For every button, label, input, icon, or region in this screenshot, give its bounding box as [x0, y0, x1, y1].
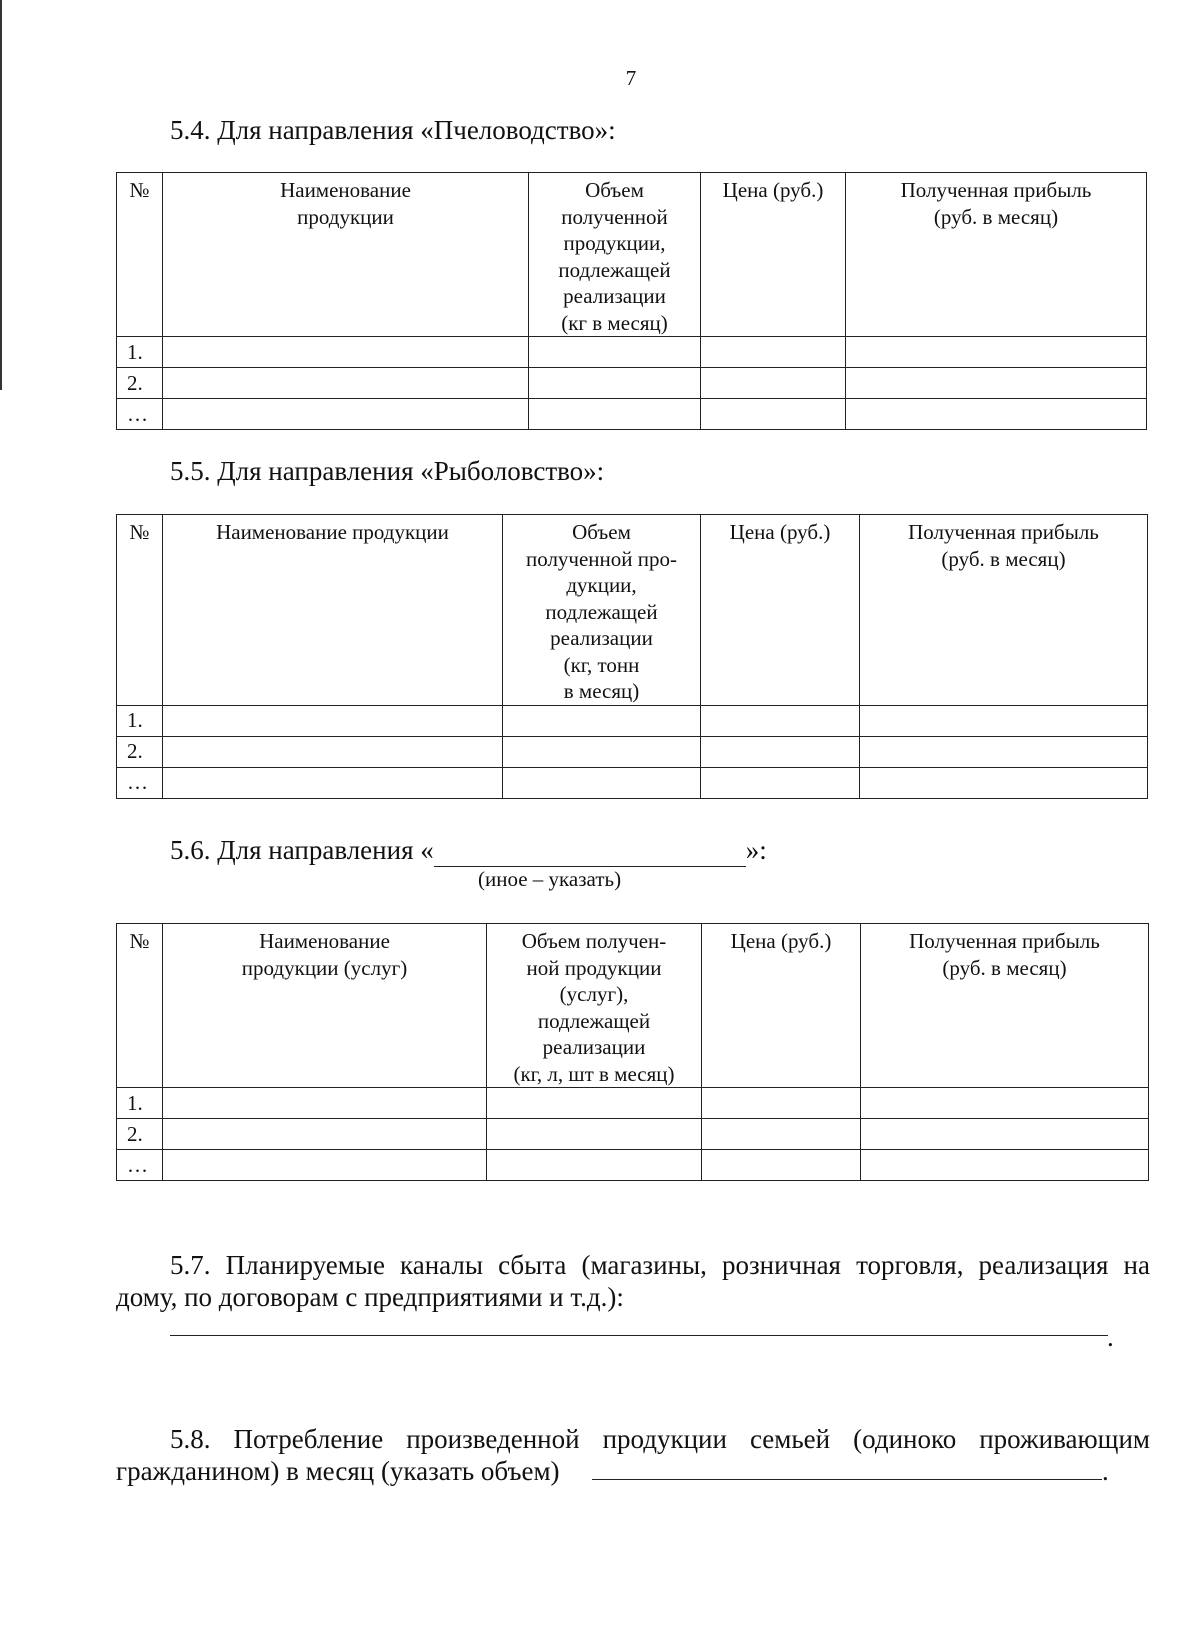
table-row: [117, 337, 1147, 368]
header-price: Цена (руб.): [701, 515, 860, 706]
header-num: №: [117, 515, 163, 706]
table-header-row: [117, 173, 1147, 337]
cell-price[interactable]: [701, 736, 860, 767]
cell-volume[interactable]: [487, 1150, 702, 1181]
cell-name[interactable]: [163, 736, 503, 767]
header-price: Цена (руб.): [702, 924, 861, 1088]
cell-price[interactable]: [702, 1119, 861, 1150]
header-profit: Полученная прибыль (руб. в месяц): [846, 173, 1147, 337]
table-row: [117, 736, 1148, 767]
table-row: [117, 399, 1147, 430]
cell-volume[interactable]: [503, 705, 701, 736]
cell-profit[interactable]: [860, 705, 1148, 736]
row-number: 2.: [117, 1119, 163, 1150]
cell-profit[interactable]: [860, 767, 1148, 798]
header-num: №: [117, 924, 163, 1088]
cell-name[interactable]: [163, 1150, 487, 1181]
cell-price[interactable]: [701, 705, 860, 736]
table-fishing: [116, 514, 1148, 799]
cell-volume[interactable]: [487, 1088, 702, 1119]
cell-name[interactable]: [163, 399, 529, 430]
cell-name[interactable]: [163, 1088, 487, 1119]
row-number: …: [117, 399, 163, 430]
cell-price[interactable]: [702, 1088, 861, 1119]
paragraph-5-8: 5.8. Потребление произведенной продукции семьей (одиноко проживающим гражданином) в месяц (указать объем): [116, 1424, 1150, 1486]
header-profit: Полученная прибыль (руб. в месяц): [861, 924, 1149, 1088]
section-heading-5-6: 5.6. Для направления « »:: [170, 835, 767, 865]
cell-profit[interactable]: [846, 399, 1147, 430]
direction-blank-field[interactable]: [434, 834, 746, 867]
row-number: 2.: [117, 368, 163, 399]
cell-name[interactable]: [163, 705, 503, 736]
cell-volume[interactable]: [487, 1119, 702, 1150]
sales-channels-end-mark: .: [1107, 1322, 1114, 1352]
table-other: [116, 923, 1149, 1181]
cell-profit[interactable]: [861, 1088, 1149, 1119]
header-volume: Объем полученной продукции, подлежащей реализации (кг в месяц): [529, 173, 701, 337]
table-row: [117, 1088, 1149, 1119]
header-price: Цена (руб.): [701, 173, 846, 337]
cell-volume[interactable]: [503, 736, 701, 767]
paragraph-5-7: 5.7. Планируемые каналы сбыта (магазины, розничная торговля, реализация на дому, по договорам с предприятиями и т.д.):: [116, 1250, 1150, 1312]
cell-price[interactable]: [701, 767, 860, 798]
section-heading-5-4: 5.4. Для направления «Пчеловодство»:: [170, 115, 616, 145]
row-number: …: [117, 1150, 163, 1181]
row-number: 1.: [117, 1088, 163, 1119]
cell-name[interactable]: [163, 1119, 487, 1150]
row-number: 1.: [117, 705, 163, 736]
header-profit: Полученная прибыль (руб. в месяц): [860, 515, 1148, 706]
table-row: [117, 767, 1148, 798]
table-row: [117, 1150, 1149, 1181]
table-header-row: [117, 924, 1149, 1088]
cell-name[interactable]: [163, 368, 529, 399]
cell-name[interactable]: [163, 767, 503, 798]
page-edge-line: [0, 0, 2, 390]
cell-profit[interactable]: [860, 736, 1148, 767]
cell-price[interactable]: [701, 368, 846, 399]
table-row: [117, 1119, 1149, 1150]
cell-volume[interactable]: [529, 337, 701, 368]
cell-price[interactable]: [701, 337, 846, 368]
consumption-volume-blank-field[interactable]: [592, 1479, 1102, 1480]
table-row: [117, 705, 1148, 736]
section-heading-5-5: 5.5. Для направления «Рыболовство»:: [170, 456, 605, 486]
header-name: Наименование продукции: [163, 515, 503, 706]
header-volume: Объем получен- ной продукции (услуг), подлежащей реализации (кг, л, шт в месяц): [487, 924, 702, 1088]
row-number: …: [117, 767, 163, 798]
cell-profit[interactable]: [861, 1119, 1149, 1150]
direction-caption: (иное – указать): [478, 867, 622, 891]
cell-price[interactable]: [702, 1150, 861, 1181]
header-num: №: [117, 173, 163, 337]
cell-name[interactable]: [163, 337, 529, 368]
consumption-end-mark: .: [1102, 1456, 1109, 1486]
header-volume: Объем полученной про- дукции, подлежащей реализации (кг, тонн в месяц): [503, 515, 701, 706]
row-number: 2.: [117, 736, 163, 767]
header-name: Наименование продукции: [163, 173, 529, 337]
table-header-row: [117, 515, 1148, 706]
cell-volume[interactable]: [529, 368, 701, 399]
cell-profit[interactable]: [846, 368, 1147, 399]
header-name: Наименование продукции (услуг): [163, 924, 487, 1088]
table-row: [117, 368, 1147, 399]
cell-volume[interactable]: [529, 399, 701, 430]
table-beekeeping: [116, 172, 1147, 430]
cell-volume[interactable]: [503, 767, 701, 798]
sales-channels-blank-field[interactable]: [170, 1335, 1108, 1336]
cell-price[interactable]: [701, 399, 846, 430]
cell-profit[interactable]: [861, 1150, 1149, 1181]
row-number: 1.: [117, 337, 163, 368]
cell-profit[interactable]: [846, 337, 1147, 368]
page-number: 7: [625, 66, 637, 90]
